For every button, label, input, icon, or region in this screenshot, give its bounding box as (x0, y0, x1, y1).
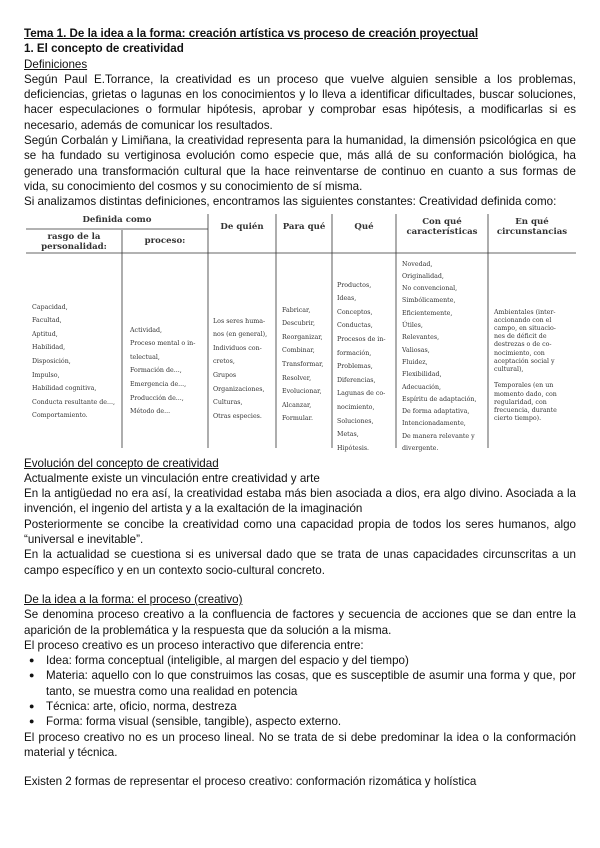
column-proceso (130, 324, 195, 419)
table-cell-line: cretos, (213, 358, 235, 366)
table-cell-line: Combinar, (282, 347, 315, 355)
table-cell-line: Conceptos, (337, 308, 373, 316)
table-cell-line: Productos, (337, 281, 372, 289)
table-cell-line: Fluidez, (402, 358, 428, 366)
heading-evolucion: Evolución del concepto de creatividad (24, 456, 219, 470)
table-cell-line: Útiles, (402, 322, 423, 330)
table-cell-line: Organizaciones, (213, 385, 265, 393)
paragraph-evolucion-1: Actualmente existe un vinculación entre creatividad y arte (24, 471, 320, 485)
header-rasgo: rasgo de la personalidad: (41, 231, 107, 252)
table-cell-line: Procesos de in- (337, 335, 386, 343)
table-cell-line: Alcanzar, (282, 401, 312, 409)
table-cell-line: Individuos con- (213, 344, 262, 352)
header-circunstancias: En qué circunstancias (496, 216, 568, 237)
definitions-table (24, 212, 576, 452)
paragraph-proceso-1: Se denomina proceso creativo a la confluencia de factores y secuencia de acciones que se dan entre la aparición de la problemática y la respuesta que da solución a la misma. (24, 608, 576, 637)
subheading-definiciones: Definiciones (24, 57, 88, 71)
table-cell-line: Fabricar, (282, 306, 311, 314)
table-cell-line: De manera relevante y (402, 432, 475, 440)
table-cell-line (494, 374, 574, 382)
table-cell-line: Problemas, (337, 363, 373, 371)
paragraph-torrance: Según Paul E.Torrance, la creatividad es un proceso que vuelve alguien sensible a los problemas, deficiencias, grietas o lagunas en los conocimientos y lo lleva a identificar dificultades, buscar soluciones, hacer especulaciones o formular hipótesis, aprobar y comprobar esas hipótesis, a modificarlas si es necesario, además de comunicar los resultados. (24, 72, 576, 132)
table-cell-line: Impulso, (32, 371, 60, 379)
column-circunstancias (494, 309, 574, 424)
table-cell-line: Simbólicamente, (402, 297, 456, 305)
table-cell-line: cierto tiempo). (494, 415, 542, 423)
column-para-que (282, 304, 323, 426)
header-definida-como: Definida como (82, 214, 152, 225)
table-cell-line: regularidad, con (494, 398, 547, 406)
table-cell-line: Proceso mental o in- (130, 340, 196, 348)
table-cell-line: Producción de..., (130, 394, 184, 402)
table-cell-line: nocimiento, (337, 403, 375, 411)
header-para-que: Para qué (282, 221, 326, 232)
document-title: Tema 1. De la idea a la forma: creación artística vs proceso de creación proyectual (24, 27, 479, 40)
list-item: ● Técnica: arte, oficio, norma, destreza (24, 699, 576, 714)
paragraph-evolucion-2: En la antigüedad no era así, la creatividad estaba más bien asociada a dios, era algo divino. Asociada a la invención, el ingenio del artista y a la exaltación de la imaginación (24, 487, 576, 516)
table-cell-line: Ambientales (inter- (494, 308, 556, 316)
table-cell-line: nocimiento, con (494, 349, 545, 357)
list-item: ● Materia: aquello con lo que construimos las cosas, que es susceptible de asumir una forma y que, por tanto, se muestra como una realidad en potencia (24, 668, 576, 699)
table-cell-line: momento dado, con (494, 390, 557, 398)
column-rasgo (32, 301, 115, 423)
table-cell-line: divergente. (402, 445, 439, 453)
header-de-quien: De quién (220, 221, 264, 232)
table-cell-line: Facultad, (32, 317, 62, 325)
table-cell-line: campo, en situacio- (494, 324, 556, 332)
header-que: Qué (354, 221, 374, 232)
table-cell-line: Adecuación, (402, 383, 442, 391)
bullet-list (24, 653, 576, 729)
table-cell-line: Aptitud, (32, 330, 58, 338)
table-cell-line: Método de... (130, 408, 171, 416)
column-que (337, 279, 386, 456)
table-cell-line: Evolucionar, (282, 388, 322, 396)
table-cell-line: Formación de..., (130, 367, 182, 375)
table-cell-line: Descubrir, (282, 320, 315, 328)
column-de-quien (213, 315, 267, 424)
table-cell-line: Flexibilidad, (402, 371, 442, 379)
table-cell-line: Resolver, (282, 374, 312, 382)
table-cell-line: destrezas o de co- (494, 341, 552, 349)
header-proceso: proceso: (144, 235, 186, 246)
paragraph-constantes: Si analizamos distintas definiciones, encontramos las siguientes constantes: Creatividad definida como: (24, 195, 557, 209)
header-caracteristicas: Con qué características (406, 216, 478, 237)
table-cell-line: Valiosas, (402, 346, 430, 354)
table-cell-line: frecuencia, durante (494, 407, 557, 414)
table-cell-line: Originalidad, (402, 272, 444, 280)
table-cell-line: Relevantes, (402, 334, 440, 342)
table-cell-line: Soluciones, (337, 417, 374, 425)
table-cell-line: nos (en general), (213, 331, 268, 339)
document-page (24, 26, 576, 790)
table-cell-line: aceptación social y (494, 357, 555, 365)
paragraph-proceso-3: El proceso creativo no es un proceso lineal. No se trata de si debe predominar la idea o la conformación material y técnica. (24, 730, 576, 759)
table-cell-line: Los seres huma- (213, 317, 266, 325)
table-cell-line: Novedad, (402, 260, 433, 268)
heading-proceso: De la idea a la forma: el proceso (creativo) (24, 592, 243, 606)
table-cell-line: Temporales (en un (494, 382, 554, 390)
table-cell-line: Reorganizar, (282, 333, 323, 341)
table-cell-line: Habilidad, (32, 344, 66, 352)
table-cell-line: Formular. (282, 415, 313, 423)
table-cell-line: Espíritu de adaptación, (402, 395, 477, 403)
table-cell-line: Capacidad, (32, 303, 68, 311)
table-cell-line: Actividad, (130, 326, 163, 334)
table-cell-line: Transformar, (282, 360, 324, 368)
table-cell-line: accionando con el (494, 316, 552, 324)
table-cell-line: Conducta resultante de..., (32, 398, 115, 406)
table-cell-line: Metas, (337, 431, 359, 439)
table-cell-line: Hipótesis. (337, 444, 370, 452)
table-cell-line: cultural), (494, 365, 524, 373)
paragraph-corbalan: Según Corbalán y Limiñana, la creatividad representa para la humanidad, la dimensión psicológica en que se ha fundado su vertiginosa evolución como especie que, más allá de su conformación biológica, ha generado una transformación cultural que la hace reinventarse de continuo en cuanto a sus formas de vida, su conocimiento del cosmos y su conocimiento de sí misma. (24, 134, 576, 193)
table-cell-line: De forma adaptativa, (402, 408, 470, 416)
table-cell-line: Diferencias, (337, 376, 376, 384)
paragraph-proceso-2: El proceso creativo es un proceso interactivo que diferencia entre: (24, 638, 364, 652)
table-cell-line: telectual, (130, 353, 160, 361)
table-cell-line: Culturas, (213, 399, 243, 407)
list-item: ● Forma: forma visual (sensible, tangible), aspecto externo. (24, 714, 576, 729)
table-cell-line: Conductas, (337, 322, 373, 330)
column-caracteristicas (402, 259, 477, 456)
paragraph-proceso-4: Existen 2 formas de representar el proceso creativo: conformación rizomática y holística (24, 775, 477, 789)
table-cell-line: nes de déficit de (494, 333, 547, 341)
table-cell-line: Habilidad cognitiva, (32, 385, 97, 393)
table-cell-line: Eficientemente, (402, 309, 453, 317)
table-cell-line: formación, (337, 349, 372, 357)
table-cell-line: No convencional, (402, 285, 458, 293)
table-cell-line: Disposición, (32, 357, 71, 365)
table-cell-line: Lagunas de co- (337, 390, 386, 398)
table-cell-line: Otras especies. (213, 412, 262, 420)
table-cell-line: Grupos (213, 371, 237, 379)
table-cell-line: Ideas, (337, 295, 357, 303)
table-cell-line: Comportamiento. (32, 412, 88, 420)
paragraph-evolucion-4: En la actualidad se cuestiona si es universal dado que se trata de unas capacidades circunscritas a un campo específico y en un contexto socio-cultural concreto. (24, 548, 576, 577)
table-cell-line: Emergencia de..., (130, 380, 187, 388)
list-item: ● Idea: forma conceptual (inteligible, al margen del espacio y del tiempo) (24, 653, 576, 668)
section-heading: 1. El concepto de creatividad (24, 42, 184, 56)
table-cell-line: Intencionadamente, (402, 420, 466, 428)
paragraph-evolucion-3: Posteriormente se concibe la creatividad como una capacidad propia de todos los seres humanos, algo “universal e inevitable”. (24, 517, 576, 547)
